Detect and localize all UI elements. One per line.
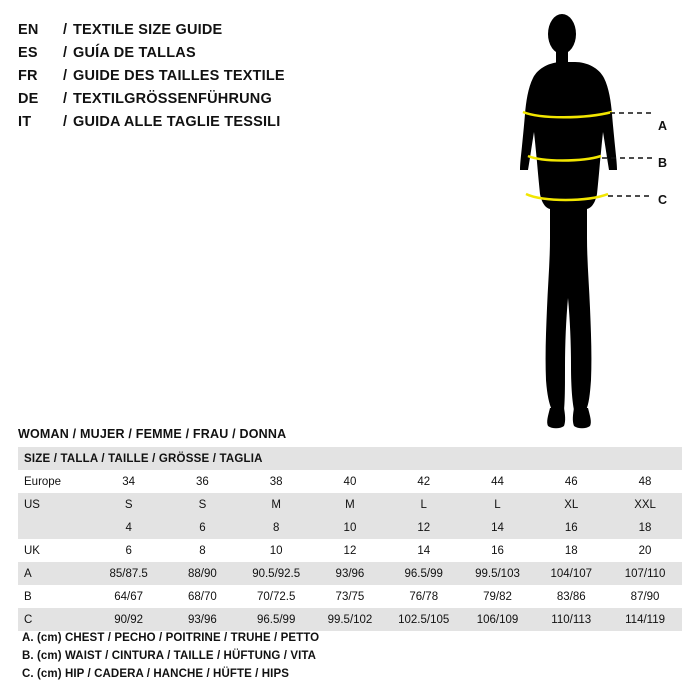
title-text: GUIDA ALLE TAGLIE TESSILI (73, 114, 281, 130)
table-cell: 90/92 (92, 608, 166, 631)
row-label: UK (18, 539, 92, 562)
table-header-label: SIZE / TALLA / TAILLE / GRÖSSE / TAGLIA (18, 447, 682, 470)
title-row (18, 114, 488, 134)
table-cell: 46 (534, 470, 608, 493)
size-table-section (18, 427, 682, 631)
row-label: Europe (18, 470, 92, 493)
title-separator: / (63, 22, 68, 38)
language-code: IT (18, 114, 32, 130)
table-cell: 70/72.5 (239, 585, 313, 608)
table-cell: 34 (92, 470, 166, 493)
figure-area (490, 8, 690, 438)
table-cell: 104/107 (534, 562, 608, 585)
table-cell: 44 (461, 470, 535, 493)
title-row (18, 91, 488, 111)
table-cell: 83/86 (534, 585, 608, 608)
table-row (18, 585, 682, 608)
table-cell: 93/96 (166, 608, 240, 631)
table-row (18, 493, 682, 516)
legend-block (22, 632, 622, 686)
table-cell: 114/119 (608, 608, 682, 631)
marker-label-a: A (658, 119, 668, 133)
table-cell: L (387, 493, 461, 516)
title-text: GUIDE DES TAILLES TEXTILE (73, 68, 285, 84)
table-cell: 99.5/102 (313, 608, 387, 631)
title-separator: / (63, 45, 68, 61)
table-row (18, 608, 682, 631)
language-code: EN (18, 22, 39, 38)
table-cell: 20 (608, 539, 682, 562)
table-cell: 6 (166, 516, 240, 539)
table-cell: 4 (92, 516, 166, 539)
table-cell: S (92, 493, 166, 516)
table-cell: M (239, 493, 313, 516)
language-code: ES (18, 45, 38, 61)
table-header-row (18, 447, 682, 470)
table-cell: 6 (92, 539, 166, 562)
table-cell: 18 (608, 516, 682, 539)
table-cell: 8 (166, 539, 240, 562)
title-text: GUÍA DE TALLAS (73, 45, 196, 61)
table-cell: 107/110 (608, 562, 682, 585)
table-cell: 88/90 (166, 562, 240, 585)
table-cell: 96.5/99 (387, 562, 461, 585)
table-cell: 93/96 (313, 562, 387, 585)
table-cell: M (313, 493, 387, 516)
size-table (18, 447, 682, 631)
title-separator: / (63, 68, 68, 84)
title-row (18, 68, 488, 88)
table-cell: XL (534, 493, 608, 516)
legend-line-a: A. (cm) CHEST / PECHO / POITRINE / TRUHE / PETTO (22, 632, 320, 644)
table-cell: 14 (387, 539, 461, 562)
table-cell: 12 (313, 539, 387, 562)
table-cell: 16 (534, 516, 608, 539)
table-cell: 64/67 (92, 585, 166, 608)
table-cell: 73/75 (313, 585, 387, 608)
table-cell: 18 (534, 539, 608, 562)
table-cell: 99.5/103 (461, 562, 535, 585)
language-code: DE (18, 91, 39, 107)
table-cell: 8 (239, 516, 313, 539)
language-code: FR (18, 68, 38, 84)
title-separator: / (63, 91, 68, 107)
table-cell: 96.5/99 (239, 608, 313, 631)
table-caption: WOMAN / MUJER / FEMME / FRAU / DONNA (18, 427, 287, 441)
table-row (18, 516, 682, 539)
table-row (18, 470, 682, 493)
title-row (18, 45, 488, 65)
row-label (18, 516, 92, 539)
marker-label-c: C (658, 193, 668, 207)
table-cell: 110/113 (534, 608, 608, 631)
table-cell: 68/70 (166, 585, 240, 608)
table-cell: L (461, 493, 535, 516)
row-label: A (18, 562, 92, 585)
table-cell: 102.5/105 (387, 608, 461, 631)
table-cell: 16 (461, 539, 535, 562)
table-cell: 10 (239, 539, 313, 562)
table-cell: 79/82 (461, 585, 535, 608)
table-cell: XXL (608, 493, 682, 516)
title-separator: / (63, 114, 68, 130)
table-cell: 36 (166, 470, 240, 493)
table-cell: 87/90 (608, 585, 682, 608)
title-text: TEXTILGRÖSSENFÜHRUNG (73, 91, 272, 107)
title-row (18, 22, 488, 42)
table-cell: 48 (608, 470, 682, 493)
marker-label-b: B (658, 156, 668, 170)
table-cell: 38 (239, 470, 313, 493)
table-cell: 85/87.5 (92, 562, 166, 585)
title-block (18, 22, 488, 137)
table-cell: 90.5/92.5 (239, 562, 313, 585)
table-cell: 10 (313, 516, 387, 539)
table-cell: 40 (313, 470, 387, 493)
table-cell: 14 (461, 516, 535, 539)
row-label: C (18, 608, 92, 631)
table-cell: S (166, 493, 240, 516)
table-cell: 42 (387, 470, 461, 493)
title-text: TEXTILE SIZE GUIDE (73, 22, 223, 38)
table-cell: 106/109 (461, 608, 535, 631)
row-label: US (18, 493, 92, 516)
female-silhouette-icon (490, 8, 690, 438)
table-row (18, 562, 682, 585)
table-row (18, 539, 682, 562)
legend-line-c: C. (cm) HIP / CADERA / HANCHE / HÜFTE / HIPS (22, 668, 290, 680)
legend-line-b: B. (cm) WAIST / CINTURA / TAILLE / HÜFTUNG / VITA (22, 650, 317, 662)
table-cell: 76/78 (387, 585, 461, 608)
table-cell: 12 (387, 516, 461, 539)
row-label: B (18, 585, 92, 608)
